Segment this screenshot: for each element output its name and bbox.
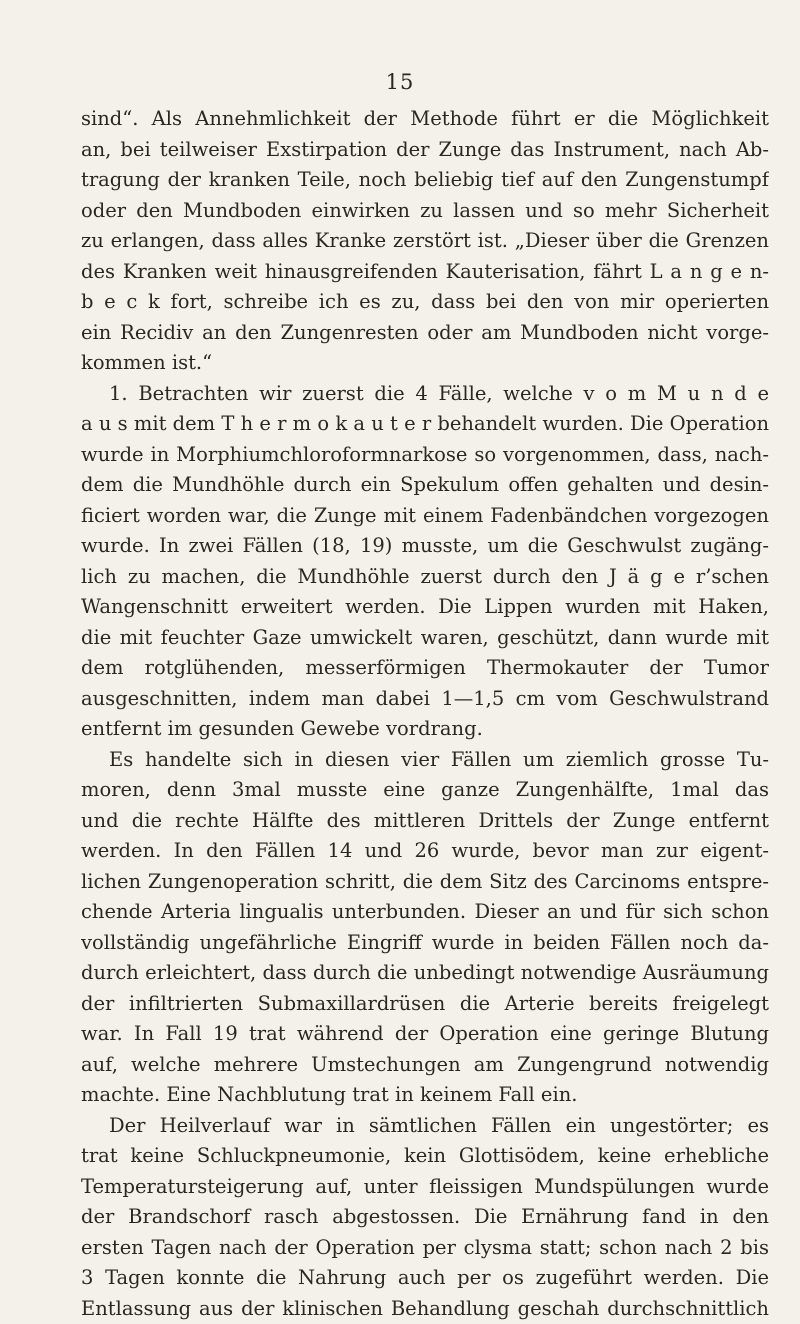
text-line: auf, welche mehrere Umstechungen am Zungengrund notwendig (81, 1050, 769, 1081)
text-line: ficiert worden war, die Zunge mit einem Fadenbändchen vorgezogen (81, 501, 769, 532)
text-line: Es handelte sich in diesen vier Fällen um ziemlich grosse Tu- (81, 745, 769, 776)
page-number: 15 (0, 70, 800, 94)
text-line: Wangenschnitt erweitert werden. Die Lippen wurden mit Haken, (81, 592, 769, 623)
text-line: kommen ist.“ (81, 348, 769, 379)
text-line: wurde in Morphiumchloroformnarkose so vorgenommen, dass, nach- (81, 440, 769, 471)
text-line: der Brandschorf rasch abgestossen. Die Ernährung fand in den (81, 1202, 769, 1233)
text-line: durch erleichtert, dass durch die unbedingt notwendige Ausräumung (81, 958, 769, 989)
text-line: tragung der kranken Teile, noch beliebig tief auf den Zungenstumpf (81, 165, 769, 196)
text-line: Entlassung aus der klinischen Behandlung geschah durchschnittlich (81, 1294, 769, 1324)
text-line: des Kranken weit hinausgreifenden Kauterisation, fährt L a n g e n- (81, 257, 769, 288)
text-line: entfernt im gesunden Gewebe vordrang. (81, 714, 769, 745)
text-line: sind“. Als Annehmlichkeit der Methode führt er die Möglichkeit (81, 104, 769, 135)
text-line: ausgeschnitten, indem man dabei 1—1,5 cm vom Geschwulstrand (81, 684, 769, 715)
text-line: dem rotglühenden, messerförmigen Thermokauter der Tumor (81, 653, 769, 684)
text-line: machte. Eine Nachblutung trat in keinem Fall ein. (81, 1080, 769, 1111)
text-line: ein Recidiv an den Zungenresten oder am Mundboden nicht vorge- (81, 318, 769, 349)
text-line: die mit feuchter Gaze umwickelt waren, geschützt, dann wurde mit (81, 623, 769, 654)
text-line: a u s mit dem T h e r m o k a u t e r behandelt wurden. Die Operation (81, 409, 769, 440)
text-line: trat keine Schluckpneumonie, kein Glottisödem, keine erhebliche (81, 1141, 769, 1172)
text-line: oder den Mundboden einwirken zu lassen und so mehr Sicherheit (81, 196, 769, 227)
text-line: moren, denn 3mal musste eine ganze Zungenhälfte, 1mal das (81, 775, 769, 806)
text-line: 1. Betrachten wir zuerst die 4 Fälle, welche v o m M u n d e (81, 379, 769, 410)
text-line: lich zu machen, die Mundhöhle zuerst durch den J ä g e r’schen (81, 562, 769, 593)
text-line: dem die Mundhöhle durch ein Spekulum offen gehalten und desin- (81, 470, 769, 501)
text-line: Temperatursteigerung auf, unter fleissigen Mundspülungen wurde (81, 1172, 769, 1203)
text-line: wurde. In zwei Fällen (18, 19) musste, um die Geschwulst zugäng- (81, 531, 769, 562)
body-text (81, 104, 769, 1324)
text-line: zu erlangen, dass alles Kranke zerstört ist. „Dieser über die Grenzen (81, 226, 769, 257)
text-line: an, bei teilweiser Exstirpation der Zunge das Instrument, nach Ab- (81, 135, 769, 166)
text-line: und die rechte Hälfte des mittleren Drittels der Zunge entfernt (81, 806, 769, 837)
text-line: chende Arteria lingualis unterbunden. Dieser an und für sich schon (81, 897, 769, 928)
text-line: werden. In den Fällen 14 und 26 wurde, bevor man zur eigent- (81, 836, 769, 867)
text-line: der infiltrierten Submaxillardrüsen die Arterie bereits freigelegt (81, 989, 769, 1020)
text-line: b e c k fort, schreibe ich es zu, dass bei den von mir operierten (81, 287, 769, 318)
text-line: Der Heilverlauf war in sämtlichen Fällen ein ungestörter; es (81, 1111, 769, 1142)
text-line: ersten Tagen nach der Operation per clysma statt; schon nach 2 bis (81, 1233, 769, 1264)
text-line: 3 Tagen konnte die Nahrung auch per os zugeführt werden. Die (81, 1263, 769, 1294)
text-line: war. In Fall 19 trat während der Operation eine geringe Blutung (81, 1019, 769, 1050)
text-line: vollständig ungefährliche Eingriff wurde in beiden Fällen noch da- (81, 928, 769, 959)
text-line: lichen Zungenoperation schritt, die dem Sitz des Carcinoms entspre- (81, 867, 769, 898)
